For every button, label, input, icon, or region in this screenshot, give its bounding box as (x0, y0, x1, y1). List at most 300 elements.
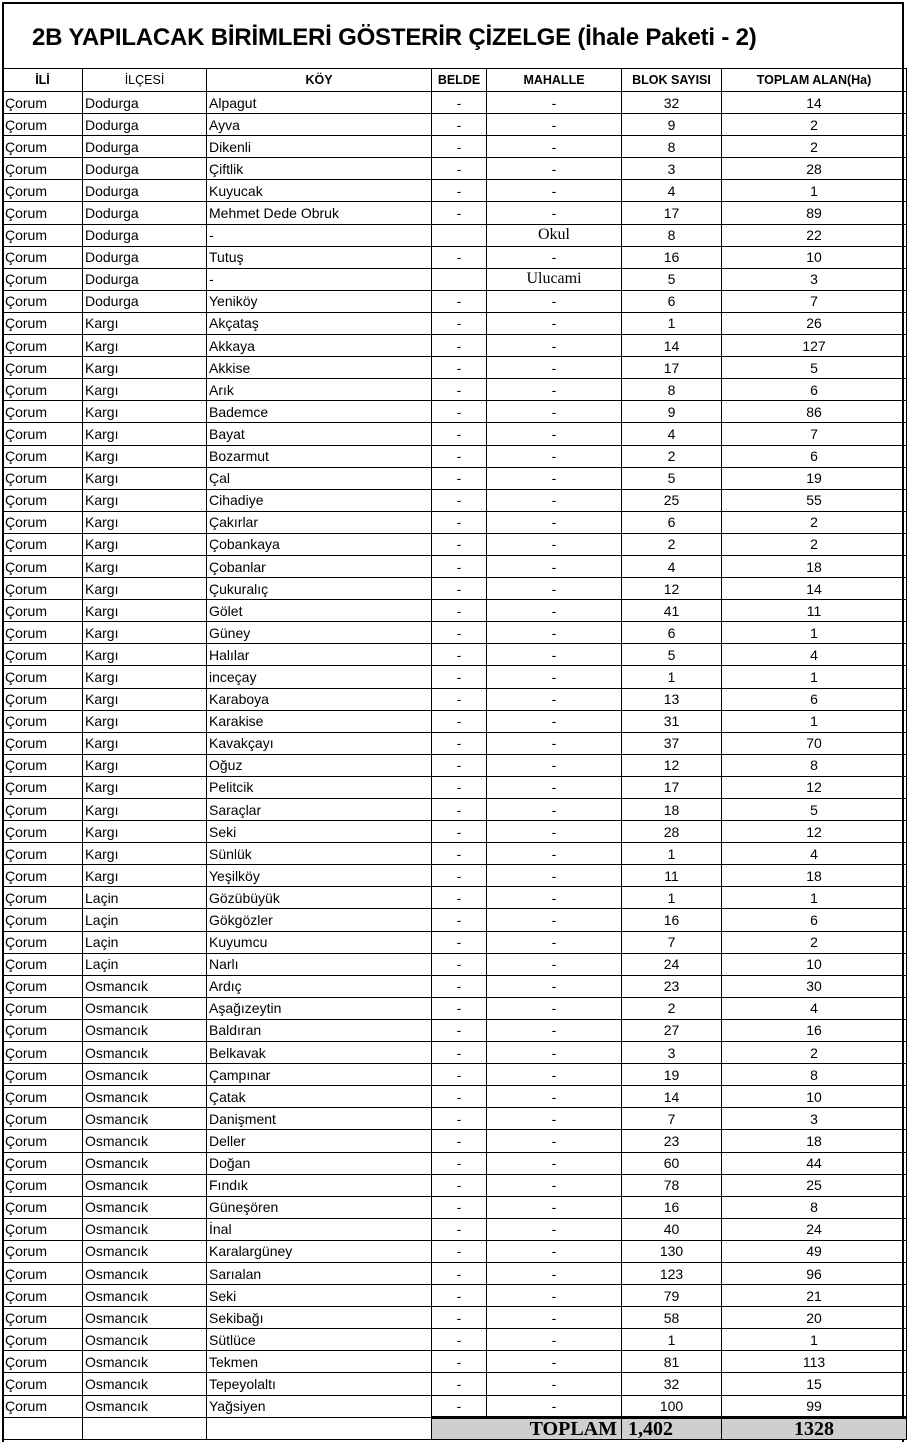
cell-toplam-alan: 10 (722, 1086, 907, 1108)
cell-toplam-alan: 18 (722, 865, 907, 887)
cell-mahalle: - (487, 114, 622, 136)
cell-ilcesi: Osmancık (83, 1174, 207, 1196)
cell-koy: Mehmet Dede Obruk (207, 202, 432, 224)
cell-toplam-alan: 2 (722, 931, 907, 953)
cell-ili: Çorum (3, 1262, 83, 1284)
header-ilcesi: İLÇESİ (83, 69, 207, 92)
cell-mahalle: - (487, 1395, 622, 1417)
cell-belde: - (432, 1395, 487, 1417)
cell-koy: Yağsiyen (207, 1395, 432, 1417)
cell-koy: Saraçlar (207, 799, 432, 821)
table-row (3, 180, 907, 202)
cell-koy: İnal (207, 1218, 432, 1240)
cell-ili: Çorum (3, 754, 83, 776)
cell-toplam-alan: 19 (722, 467, 907, 489)
cell-ili: Çorum (3, 379, 83, 401)
cell-ilcesi: Dodurga (83, 92, 207, 114)
cell-ili: Çorum (3, 290, 83, 312)
cell-belde: - (432, 335, 487, 357)
cell-blok-sayisi: 1 (622, 843, 722, 865)
cell-toplam-alan: 30 (722, 975, 907, 997)
cell-ilcesi: Osmancık (83, 1064, 207, 1086)
cell-mahalle: - (487, 1218, 622, 1240)
cell-belde: - (432, 92, 487, 114)
table-row (3, 357, 907, 379)
cell-ili: Çorum (3, 821, 83, 843)
cell-mahalle: - (487, 644, 622, 666)
table-row (3, 1240, 907, 1262)
table-row (3, 1152, 907, 1174)
cell-ilcesi: Kargı (83, 865, 207, 887)
cell-belde: - (432, 622, 487, 644)
cell-toplam-alan: 10 (722, 953, 907, 975)
cell-blok-sayisi: 6 (622, 290, 722, 312)
cell-mahalle: - (487, 688, 622, 710)
cell-ili: Çorum (3, 975, 83, 997)
cell-blok-sayisi: 1 (622, 887, 722, 909)
table-row (3, 136, 907, 158)
cell-belde: - (432, 1351, 487, 1373)
cell-ilcesi: Dodurga (83, 158, 207, 180)
cell-blok-sayisi: 31 (622, 710, 722, 732)
cell-ilcesi: Dodurga (83, 268, 207, 290)
cell-toplam-alan: 6 (722, 909, 907, 931)
table-row (3, 401, 907, 423)
cell-ilcesi: Osmancık (83, 1329, 207, 1351)
table-row (3, 1064, 907, 1086)
cell-ilcesi: Osmancık (83, 1218, 207, 1240)
table-row (3, 732, 907, 754)
cell-mahalle: Ulucami (487, 268, 622, 290)
cell-koy: Halılar (207, 644, 432, 666)
cell-belde: - (432, 357, 487, 379)
cell-ili: Çorum (3, 511, 83, 533)
cell-ili: Çorum (3, 312, 83, 334)
cell-blok-sayisi: 1 (622, 666, 722, 688)
cell-belde: - (432, 909, 487, 931)
cell-blok-sayisi: 4 (622, 423, 722, 445)
table-row (3, 1351, 907, 1373)
cell-mahalle: - (487, 445, 622, 467)
cell-mahalle: - (487, 533, 622, 555)
cell-ilcesi: Kargı (83, 776, 207, 798)
cell-ili: Çorum (3, 865, 83, 887)
cell-ili: Çorum (3, 1307, 83, 1329)
cell-ili: Çorum (3, 92, 83, 114)
cell-ili: Çorum (3, 1064, 83, 1086)
cell-belde: - (432, 688, 487, 710)
cell-toplam-alan: 7 (722, 290, 907, 312)
cell-mahalle: - (487, 1240, 622, 1262)
cell-koy: Dikenli (207, 136, 432, 158)
cell-ilcesi: Dodurga (83, 136, 207, 158)
cell-blok-sayisi: 5 (622, 644, 722, 666)
cell-ili: Çorum (3, 489, 83, 511)
cell-ili: Çorum (3, 887, 83, 909)
table-row (3, 423, 907, 445)
cell-ili: Çorum (3, 1019, 83, 1041)
cell-toplam-alan: 70 (722, 732, 907, 754)
cell-koy: Cihadiye (207, 489, 432, 511)
cell-ili: Çorum (3, 180, 83, 202)
table-row (3, 710, 907, 732)
cell-blok-sayisi: 3 (622, 158, 722, 180)
cell-mahalle: - (487, 136, 622, 158)
cell-belde: - (432, 423, 487, 445)
cell-ili: Çorum (3, 622, 83, 644)
cell-toplam-alan: 12 (722, 821, 907, 843)
cell-ilcesi: Kargı (83, 357, 207, 379)
cell-ilcesi: Kargı (83, 467, 207, 489)
cell-belde: - (432, 776, 487, 798)
cell-koy: Pelitcik (207, 776, 432, 798)
cell-mahalle: - (487, 555, 622, 577)
cell-belde: - (432, 1218, 487, 1240)
cell-koy: Çakırlar (207, 511, 432, 533)
cell-mahalle: - (487, 357, 622, 379)
cell-blok-sayisi: 17 (622, 776, 722, 798)
cell-mahalle: - (487, 489, 622, 511)
table-row (3, 467, 907, 489)
table-row (3, 379, 907, 401)
cell-ili: Çorum (3, 1285, 83, 1307)
cell-mahalle: - (487, 1373, 622, 1395)
cell-toplam-alan: 2 (722, 114, 907, 136)
cell-ilcesi: Kargı (83, 423, 207, 445)
cell-mahalle: - (487, 1086, 622, 1108)
cell-ilcesi: Osmancık (83, 1196, 207, 1218)
cell-toplam-alan: 1 (722, 180, 907, 202)
cell-koy: Çobankaya (207, 533, 432, 555)
cell-ilcesi: Osmancık (83, 1395, 207, 1417)
cell-toplam-alan: 3 (722, 268, 907, 290)
cell-mahalle: - (487, 666, 622, 688)
table-row (3, 1307, 907, 1329)
cell-koy: Karaboya (207, 688, 432, 710)
table-row (3, 776, 907, 798)
cell-koy: Sütlüce (207, 1329, 432, 1351)
cell-blok-sayisi: 11 (622, 865, 722, 887)
cell-ilcesi: Dodurga (83, 114, 207, 136)
cell-blok-sayisi: 123 (622, 1262, 722, 1284)
cell-mahalle: - (487, 335, 622, 357)
table-row (3, 202, 907, 224)
cell-ilcesi: Osmancık (83, 1108, 207, 1130)
cell-ilcesi: Kargı (83, 401, 207, 423)
cell-belde: - (432, 290, 487, 312)
cell-blok-sayisi: 18 (622, 799, 722, 821)
cell-blok-sayisi: 16 (622, 246, 722, 268)
cell-koy: Akçataş (207, 312, 432, 334)
cell-belde: - (432, 467, 487, 489)
cell-ilcesi: Kargı (83, 732, 207, 754)
cell-belde: - (432, 666, 487, 688)
cell-belde: - (432, 1042, 487, 1064)
cell-blok-sayisi: 23 (622, 975, 722, 997)
cell-mahalle: - (487, 909, 622, 931)
cell-koy: Bayat (207, 423, 432, 445)
cell-mahalle: - (487, 843, 622, 865)
table-row (3, 158, 907, 180)
cell-toplam-alan: 86 (722, 401, 907, 423)
total-row (3, 1417, 907, 1439)
table-row (3, 92, 907, 114)
cell-koy: Danişment (207, 1108, 432, 1130)
cell-toplam-alan: 4 (722, 843, 907, 865)
cell-toplam-alan: 14 (722, 92, 907, 114)
cell-ili: Çorum (3, 467, 83, 489)
total-alan: 1328 (722, 1417, 907, 1439)
cell-mahalle: - (487, 158, 622, 180)
cell-mahalle: - (487, 379, 622, 401)
cell-toplam-alan: 1 (722, 1329, 907, 1351)
cell-toplam-alan: 89 (722, 202, 907, 224)
cell-ilcesi: Kargı (83, 335, 207, 357)
table-row (3, 1019, 907, 1041)
cell-toplam-alan: 11 (722, 600, 907, 622)
cell-koy: Alpagut (207, 92, 432, 114)
cell-mahalle: - (487, 1152, 622, 1174)
cell-ilcesi: Dodurga (83, 180, 207, 202)
cell-koy: Akkise (207, 357, 432, 379)
cell-ilcesi: Laçin (83, 931, 207, 953)
cell-blok-sayisi: 6 (622, 511, 722, 533)
table-row (3, 622, 907, 644)
table-row (3, 953, 907, 975)
cell-toplam-alan: 96 (722, 1262, 907, 1284)
cell-toplam-alan: 8 (722, 1196, 907, 1218)
cell-koy: Yeşilköy (207, 865, 432, 887)
cell-belde: - (432, 887, 487, 909)
table-body (3, 92, 907, 1418)
cell-toplam-alan: 1 (722, 710, 907, 732)
cell-blok-sayisi: 14 (622, 1086, 722, 1108)
page-title: 2B YAPILACAK BİRİMLERİ GÖSTERİR ÇİZELGE (İhale Paketi - 2) (32, 24, 757, 51)
table-row (3, 754, 907, 776)
cell-belde: - (432, 1174, 487, 1196)
cell-ili: Çorum (3, 600, 83, 622)
cell-ilcesi: Kargı (83, 511, 207, 533)
cell-belde: - (432, 953, 487, 975)
table-row (3, 843, 907, 865)
cell-belde: - (432, 578, 487, 600)
table-row (3, 290, 907, 312)
cell-belde: - (432, 180, 487, 202)
cell-belde: - (432, 202, 487, 224)
cell-mahalle: - (487, 578, 622, 600)
table-row (3, 1395, 907, 1417)
cell-blok-sayisi: 13 (622, 688, 722, 710)
cell-belde: - (432, 401, 487, 423)
cell-toplam-alan: 99 (722, 1395, 907, 1417)
cell-blok-sayisi: 2 (622, 445, 722, 467)
cell-blok-sayisi: 8 (622, 136, 722, 158)
header-blok-sayisi: BLOK SAYISI (622, 69, 722, 92)
cell-koy: Çampınar (207, 1064, 432, 1086)
cell-mahalle: - (487, 1307, 622, 1329)
cell-belde: - (432, 1108, 487, 1130)
cell-blok-sayisi: 32 (622, 92, 722, 114)
cell-toplam-alan: 18 (722, 1130, 907, 1152)
table-row (3, 975, 907, 997)
cell-toplam-alan: 2 (722, 533, 907, 555)
cell-ilcesi: Kargı (83, 843, 207, 865)
cell-mahalle: - (487, 622, 622, 644)
cell-koy: Aşağızeytin (207, 997, 432, 1019)
table-row (3, 1174, 907, 1196)
cell-toplam-alan: 15 (722, 1373, 907, 1395)
cell-toplam-alan: 44 (722, 1152, 907, 1174)
cell-ilcesi: Osmancık (83, 1351, 207, 1373)
cell-blok-sayisi: 16 (622, 1196, 722, 1218)
cell-koy: - (207, 224, 432, 246)
cell-toplam-alan: 28 (722, 158, 907, 180)
cell-mahalle: - (487, 710, 622, 732)
cell-ilcesi: Dodurga (83, 224, 207, 246)
cell-ilcesi: Laçin (83, 909, 207, 931)
cell-blok-sayisi: 2 (622, 533, 722, 555)
cell-koy: Ardıç (207, 975, 432, 997)
cell-belde: - (432, 136, 487, 158)
cell-mahalle: - (487, 1019, 622, 1041)
cell-blok-sayisi: 7 (622, 931, 722, 953)
cell-belde: - (432, 445, 487, 467)
cell-belde: - (432, 379, 487, 401)
cell-blok-sayisi: 58 (622, 1307, 722, 1329)
cell-mahalle: - (487, 180, 622, 202)
cell-belde: - (432, 511, 487, 533)
cell-toplam-alan: 4 (722, 644, 907, 666)
cell-toplam-alan: 6 (722, 688, 907, 710)
total-empty-cell (207, 1417, 432, 1439)
table-row (3, 1262, 907, 1284)
table-row (3, 931, 907, 953)
cell-koy: Gözübüyük (207, 887, 432, 909)
cell-ilcesi: Laçin (83, 953, 207, 975)
table-row (3, 555, 907, 577)
title-area (4, 4, 902, 70)
table-row (3, 312, 907, 334)
table-row (3, 666, 907, 688)
cell-ilcesi: Kargı (83, 710, 207, 732)
cell-belde: - (432, 114, 487, 136)
header-mahalle: MAHALLE (487, 69, 622, 92)
cell-mahalle: - (487, 92, 622, 114)
table-row (3, 997, 907, 1019)
cell-belde: - (432, 1307, 487, 1329)
cell-ili: Çorum (3, 158, 83, 180)
cell-blok-sayisi: 12 (622, 754, 722, 776)
cell-belde: - (432, 1329, 487, 1351)
cell-koy: inceçay (207, 666, 432, 688)
table-row (3, 1218, 907, 1240)
cell-blok-sayisi: 9 (622, 401, 722, 423)
cell-ili: Çorum (3, 799, 83, 821)
cell-koy: Akkaya (207, 335, 432, 357)
cell-toplam-alan: 5 (722, 357, 907, 379)
header-koy: KÖY (207, 69, 432, 92)
cell-ili: Çorum (3, 1373, 83, 1395)
header-belde: BELDE (432, 69, 487, 92)
cell-koy: Belkavak (207, 1042, 432, 1064)
cell-mahalle: - (487, 1064, 622, 1086)
table-row (3, 887, 907, 909)
cell-belde: - (432, 1240, 487, 1262)
cell-mahalle: - (487, 1108, 622, 1130)
cell-mahalle: - (487, 467, 622, 489)
cell-mahalle: - (487, 754, 622, 776)
table-row (3, 268, 907, 290)
cell-mahalle: - (487, 1196, 622, 1218)
cell-ilcesi: Kargı (83, 666, 207, 688)
cell-blok-sayisi: 25 (622, 489, 722, 511)
cell-toplam-alan: 16 (722, 1019, 907, 1041)
cell-ilcesi: Osmancık (83, 1240, 207, 1262)
cell-ilcesi: Dodurga (83, 290, 207, 312)
cell-blok-sayisi: 130 (622, 1240, 722, 1262)
cell-ili: Çorum (3, 1196, 83, 1218)
cell-mahalle: - (487, 312, 622, 334)
table-row (3, 1086, 907, 1108)
cell-ilcesi: Kargı (83, 688, 207, 710)
total-label: TOPLAM (432, 1417, 622, 1439)
cell-koy: Bademce (207, 401, 432, 423)
cell-toplam-alan: 12 (722, 776, 907, 798)
cell-mahalle: - (487, 1351, 622, 1373)
units-table (2, 68, 907, 1440)
cell-toplam-alan: 26 (722, 312, 907, 334)
cell-blok-sayisi: 6 (622, 622, 722, 644)
cell-ili: Çorum (3, 401, 83, 423)
cell-blok-sayisi: 4 (622, 180, 722, 202)
cell-mahalle: - (487, 799, 622, 821)
cell-koy: Seki (207, 1285, 432, 1307)
cell-belde: - (432, 312, 487, 334)
cell-belde: - (432, 1373, 487, 1395)
cell-mahalle: - (487, 1262, 622, 1284)
cell-koy: Seki (207, 821, 432, 843)
cell-belde: - (432, 997, 487, 1019)
cell-blok-sayisi: 4 (622, 555, 722, 577)
cell-ili: Çorum (3, 423, 83, 445)
cell-blok-sayisi: 17 (622, 202, 722, 224)
cell-ili: Çorum (3, 1042, 83, 1064)
cell-blok-sayisi: 14 (622, 335, 722, 357)
cell-koy: Gökgözler (207, 909, 432, 931)
cell-ilcesi: Kargı (83, 754, 207, 776)
cell-ilcesi: Osmancık (83, 1307, 207, 1329)
cell-toplam-alan: 8 (722, 754, 907, 776)
cell-toplam-alan: 21 (722, 1285, 907, 1307)
cell-mahalle: - (487, 865, 622, 887)
cell-mahalle: - (487, 202, 622, 224)
cell-koy: Gölet (207, 600, 432, 622)
total-blok: 1,402 (622, 1417, 722, 1439)
cell-ili: Çorum (3, 688, 83, 710)
cell-mahalle: - (487, 423, 622, 445)
table-row (3, 224, 907, 246)
cell-toplam-alan: 4 (722, 997, 907, 1019)
cell-blok-sayisi: 1 (622, 1329, 722, 1351)
cell-ili: Çorum (3, 1240, 83, 1262)
cell-ili: Çorum (3, 1218, 83, 1240)
cell-blok-sayisi: 5 (622, 268, 722, 290)
cell-belde: - (432, 1262, 487, 1284)
cell-ilcesi: Kargı (83, 578, 207, 600)
cell-ilcesi: Osmancık (83, 1130, 207, 1152)
cell-ili: Çorum (3, 335, 83, 357)
total-empty-cell (3, 1417, 83, 1439)
